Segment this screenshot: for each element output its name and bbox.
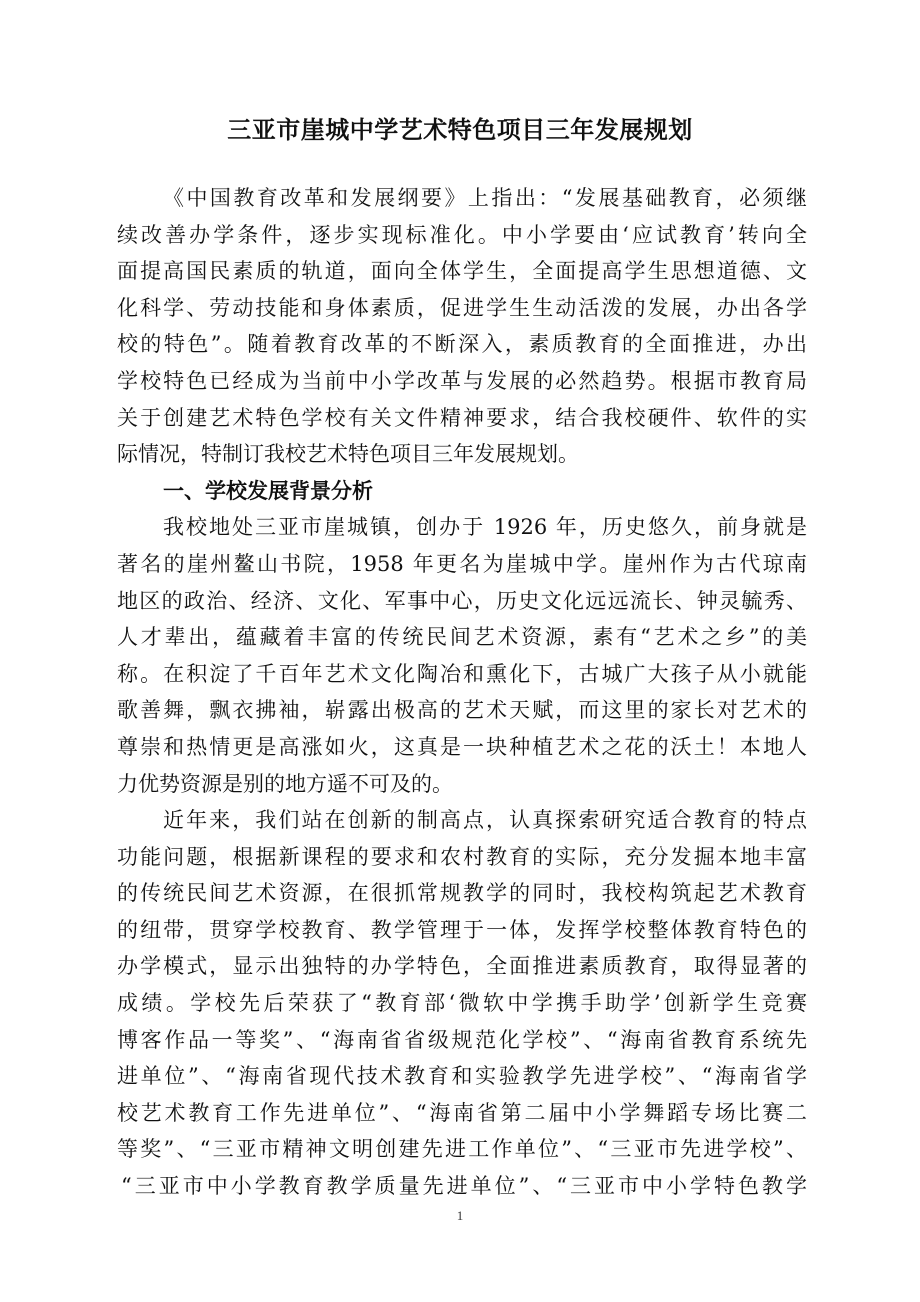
document-title: 三亚市崖城中学艺术特色项目三年发展规划 (227, 116, 693, 144)
text-line: 地区的政治、经济、文化、军事中心，历史文化远远流长、钟灵毓秀、 (117, 588, 807, 613)
section-heading-text: 一、学校发展背景分析 (163, 478, 373, 503)
document-body (117, 180, 807, 1205)
page-number: 1 (456, 1208, 464, 1223)
text-line: 等奖”、“三亚市精神文明创建先进工作单位”、“三亚市先进学校”、 (117, 1137, 807, 1162)
text-line: 学校特色已经成为当前中小学改革与发展的必然趋势。根据市教育局 (117, 368, 807, 393)
text-line: 《中国教育改革和发展纲要》上指出：“发展基础教育，必须继 (163, 186, 807, 210)
text-line: 成绩。学校先后荣获了“教育部‘微软中学携手助学’创新学生竞赛 (117, 991, 807, 1016)
text-line: 的传统民间艺术资源，在很抓常规教学的同时，我校构筑起艺术教育 (117, 881, 807, 906)
text-line: 关于创建艺术特色学校有关文件精神要求，结合我校硬件、软件的实 (117, 405, 807, 430)
text-line: 著名的崖州鳌山书院，1958 年更名为崖城中学。崖州作为古代琼南 (117, 551, 807, 576)
text-line: 化科学、劳动技能和身体素质，促进学生生动活泼的发展，办出各学 (117, 295, 807, 320)
text-line: 力优势资源是别的地方遥不可及的。 (117, 771, 453, 796)
paragraph-intro (117, 180, 807, 473)
text-line: 称。在积淀了千百年艺术文化陶冶和熏化下，古城广大孩子从小就能 (117, 661, 807, 686)
text-line: 办学模式，显示出独特的办学特色，全面推进素质教育，取得显著的 (117, 954, 807, 979)
section-heading (117, 473, 807, 510)
text-line: 歌善舞，飘衣拂袖，崭露出极高的艺术天赋，而这里的家长对艺术的 (117, 698, 807, 723)
paragraph-achievements (117, 802, 807, 1205)
text-line: 际情况，特制订我校艺术特色项目三年发展规划。 (117, 442, 579, 467)
text-line: 面提高国民素质的轨道，面向全体学生，全面提高学生思想道德、文 (117, 259, 807, 284)
text-line: 博客作品一等奖”、“海南省省级规范化学校”、“海南省教育系统先 (117, 1027, 807, 1052)
text-line: 校的特色”。随着教育改革的不断深入，素质教育的全面推进，办出 (117, 332, 807, 357)
text-line: 功能问题，根据新课程的要求和农村教育的实际，充分发掘本地丰富 (117, 844, 807, 869)
text-line: 续改善办学条件，逐步实现标准化。中小学要由‘应试教育’转向全 (117, 222, 807, 247)
text-line: 校艺术教育工作先进单位”、“海南省第二届中小学舞蹈专场比赛二 (117, 1100, 807, 1125)
text-line: 的纽带，贯穿学校教育、教学管理于一体，发挥学校整体教育特色的 (117, 917, 807, 942)
text-line: 近年来，我们站在创新的制高点，认真探索研究适合教育的特点 (163, 808, 807, 833)
text-line: “三亚市中小学教育教学质量先进单位”、“三亚市中小学特色教学 (121, 1174, 807, 1199)
text-line: 我校地处三亚市崖城镇，创办于 1926 年，历史悠久，前身就是 (163, 515, 807, 540)
paragraph-background (117, 509, 807, 802)
text-line: 进单位”、“海南省现代技术教育和实验教学先进学校”、“海南省学 (117, 1064, 807, 1089)
text-line: 尊崇和热情更是高涨如火，这真是一块种植艺术之花的沃土！本地人 (117, 734, 807, 759)
text-line: 人才辈出，蕴藏着丰富的传统民间艺术资源，素有“艺术之乡”的美 (117, 625, 807, 650)
